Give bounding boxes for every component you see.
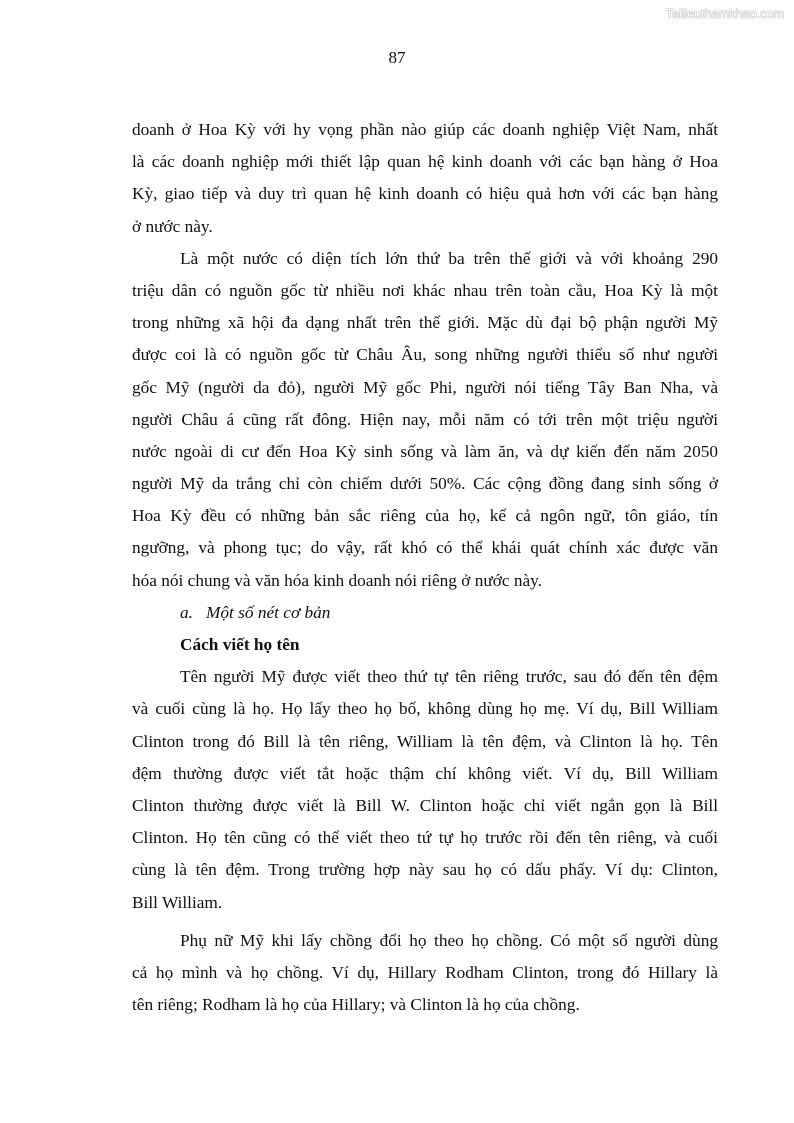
text-line: ngưỡng, và phong tục; do vậy, rất khó có thể khái quát chính xác được văn — [132, 538, 718, 558]
document-body — [132, 114, 718, 1021]
text-line: Clinton trong đó Bill là tên riêng, William là tên đệm, và Clinton là họ. Tên — [132, 731, 718, 751]
text-line: doanh ở Hoa Kỳ với hy vọng phần nào giúp các doanh nghiệp Việt Nam, nhất — [132, 120, 718, 139]
text-line: Tên người Mỹ được viết theo thứ tự tên riêng trước, sau đó đến tên đệm — [180, 667, 718, 687]
text-line: tên riêng; Rodham là họ của Hillary; và Clinton là họ của chồng. — [132, 995, 580, 1015]
text-line: cả họ mình và họ chồng. Ví dụ, Hillary Rodham Clinton, trong đó Hillary là — [132, 962, 718, 982]
text-line: Clinton thường được viết là Bill W. Clinton hoặc chỉ viết ngắn gọn là Bill — [132, 795, 718, 815]
text-line: hóa nói chung và văn hóa kinh doanh nói riêng ở nước này. — [132, 570, 542, 590]
text-line: Phụ nữ Mỹ khi lấy chồng đổi họ theo họ chồng. Có một số người dùng — [180, 930, 718, 950]
text-line: người Mỹ da trắng chỉ còn chiếm dưới 50%. Các cộng đồng đang sinh sống ở — [132, 474, 718, 494]
paragraph-intro-continued — [132, 114, 718, 243]
text-line: gốc Mỹ (người da đỏ), người Mỹ gốc Phi, người nói tiếng Tây Ban Nha, và — [132, 377, 718, 397]
text-line: trong những xã hội đa dạng nhất trên thế giới. Mặc dù đại bộ phận người Mỹ — [132, 313, 718, 333]
text-line: nước ngoài di cư đến Hoa Kỳ sinh sống và làm ăn, và dự kiến đến năm 2050 — [132, 441, 718, 461]
text-line: là các doanh nghiệp mới thiết lập quan hệ kinh doanh với các bạn hàng ở Hoa — [132, 152, 718, 172]
text-line: Bill William. — [132, 892, 223, 912]
text-line: ở nước này. — [132, 216, 213, 236]
paragraph-married-women — [132, 925, 718, 1022]
page-number: 87 — [388, 48, 406, 67]
text-line: Hoa Kỳ đều có những bản sắc riêng của họ, kể cả ngôn ngữ, tôn giáo, tín — [132, 506, 718, 526]
text-line: được coi là có nguồn gốc từ Châu Âu, song những người thiểu số như người — [132, 345, 718, 365]
text-line: đệm thường được viết tắt hoặc thậm chí không viết. Ví dụ, Bill William — [132, 763, 718, 783]
text-line: Là một nước có diện tích lớn thứ ba trên thế giới và với khoảng 290 — [180, 248, 718, 268]
subsection-heading — [132, 597, 718, 629]
watermark: Tailieuthamkhao.com — [665, 6, 784, 21]
subsection-title: Một số nét cơ bản — [206, 602, 331, 622]
text-line: Clinton. Họ tên cũng có thể viết theo tứ tự họ trước rồi đến tên riêng, và cuối — [132, 828, 718, 848]
text-line: cùng là tên đệm. Trong trường hợp này sau họ có dấu phẩy. Ví dụ: Clinton, — [132, 860, 718, 880]
text-line: Kỳ, giao tiếp và duy trì quan hệ kinh doanh có hiệu quả hơn với các bạn hàng — [132, 184, 718, 204]
section-heading: Cách viết họ tên — [180, 635, 300, 654]
paragraph-us-diversity — [132, 243, 718, 597]
text-line: người Châu á cũng rất đông. Hiện nay, mỗi năm có tới trên một triệu người — [132, 409, 718, 429]
paragraph-name-order — [132, 661, 718, 919]
text-line: triệu dân có nguồn gốc từ nhiều nơi khác nhau trên toàn cầu, Hoa Kỳ là một — [132, 280, 718, 300]
subsection-number: a. — [180, 602, 193, 622]
text-line: và cuối cùng là họ. Họ lấy theo họ bố, không dùng họ mẹ. Ví dụ, Bill William — [132, 699, 718, 719]
